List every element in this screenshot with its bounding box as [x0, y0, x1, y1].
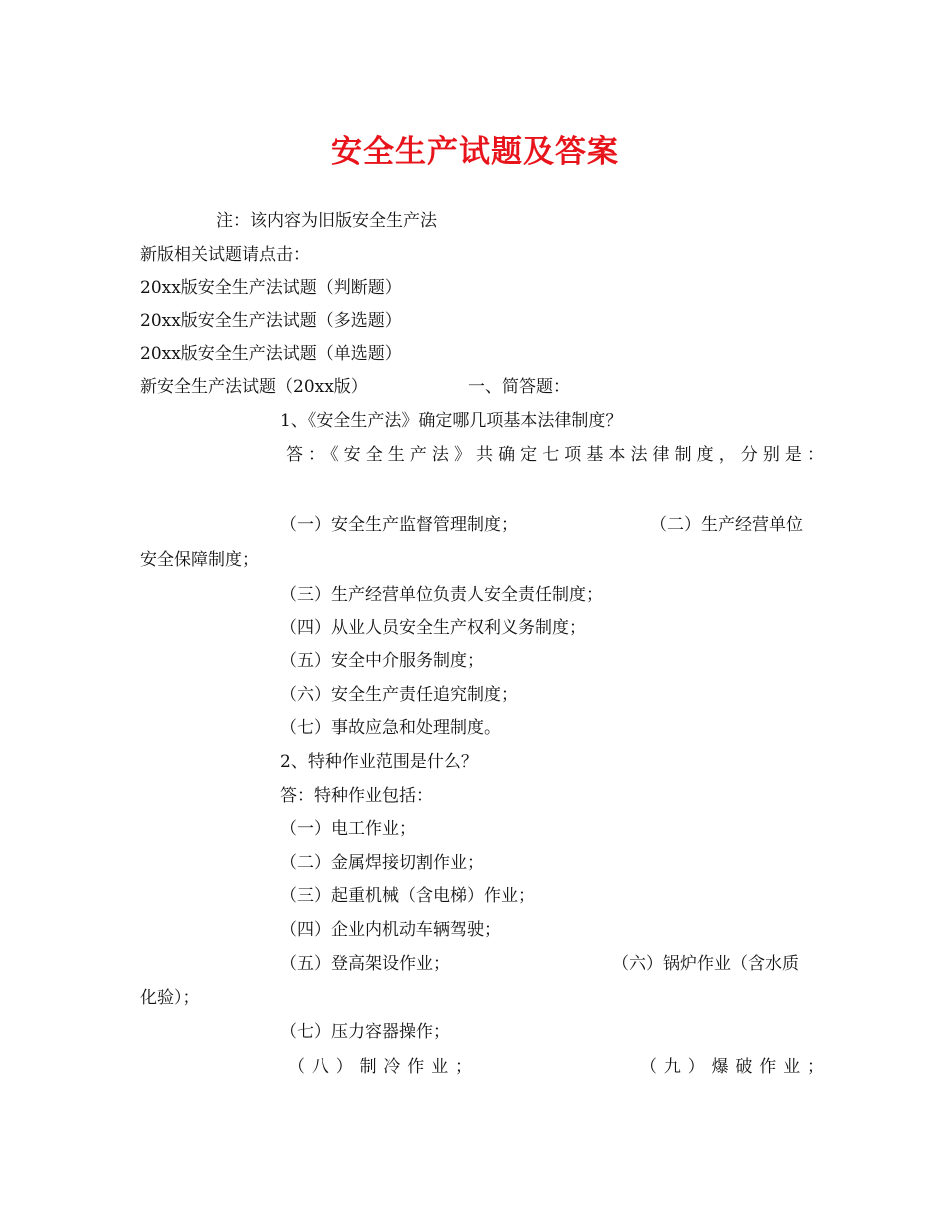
q2-item-7: （七）压力容器操作； — [280, 1022, 450, 1042]
q2-item-5: （五）登高架设作业； — [280, 954, 450, 974]
q2-answer-intro: 答：特种作业包括： — [280, 786, 433, 806]
section-heading: 一、简答题： — [468, 377, 570, 397]
q1-item-3: （三）生产经营单位负责人安全责任制度； — [280, 585, 603, 605]
q2-item-4: （四）企业内机动车辆驾驶； — [280, 920, 501, 940]
intro-line: 新版相关试题请点击： — [140, 245, 310, 265]
q2-item-8: （八）制冷作业； — [288, 1057, 472, 1077]
q1-item-7: （七）事故应急和处理制度。 — [280, 718, 501, 738]
q1-item-2-start: （二）生产经营单位 — [650, 515, 803, 535]
link-multiple-choice[interactable]: 20xx版安全生产法试题（多选题） — [140, 311, 402, 331]
q2-item-3: （三）起重机械（含电梯）作业； — [280, 886, 535, 906]
link-true-false[interactable]: 20xx版安全生产法试题（判断题） — [140, 278, 402, 298]
q1-answer-intro: 答：《安全生产法》共确定七项基本法律制度，分别是： — [286, 445, 824, 465]
q2-question: 2、特种作业范围是什么？ — [280, 752, 478, 772]
q2-item-9: （九）爆破作业； — [640, 1057, 824, 1077]
q1-item-4: （四）从业人员安全生产权利义务制度； — [280, 618, 586, 638]
q2-item-2: （二）金属焊接切割作业； — [280, 853, 484, 873]
q1-item-5: （五）安全中介服务制度； — [280, 651, 484, 671]
note-line: 注：该内容为旧版安全生产法 — [216, 211, 437, 231]
q1-item-1: （一）安全生产监督管理制度； — [280, 515, 518, 535]
q2-item-1: （一）电工作业； — [280, 819, 416, 839]
q2-item-6-start: （六）锅炉作业（含水质 — [612, 954, 799, 974]
q1-item-6: （六）安全生产责任追究制度； — [280, 685, 518, 705]
document-title: 安全生产试题及答案 — [331, 134, 619, 170]
q1-item-2-end: 安全保障制度； — [140, 550, 259, 570]
link-new-law-test[interactable]: 新安全生产法试题（20xx版） — [140, 377, 368, 397]
link-single-choice[interactable]: 20xx版安全生产法试题（单选题） — [140, 344, 402, 364]
q1-question: 1、《安全生产法》确定哪几项基本法律制度？ — [280, 411, 623, 431]
q2-item-6-end: 化验）； — [140, 988, 200, 1008]
